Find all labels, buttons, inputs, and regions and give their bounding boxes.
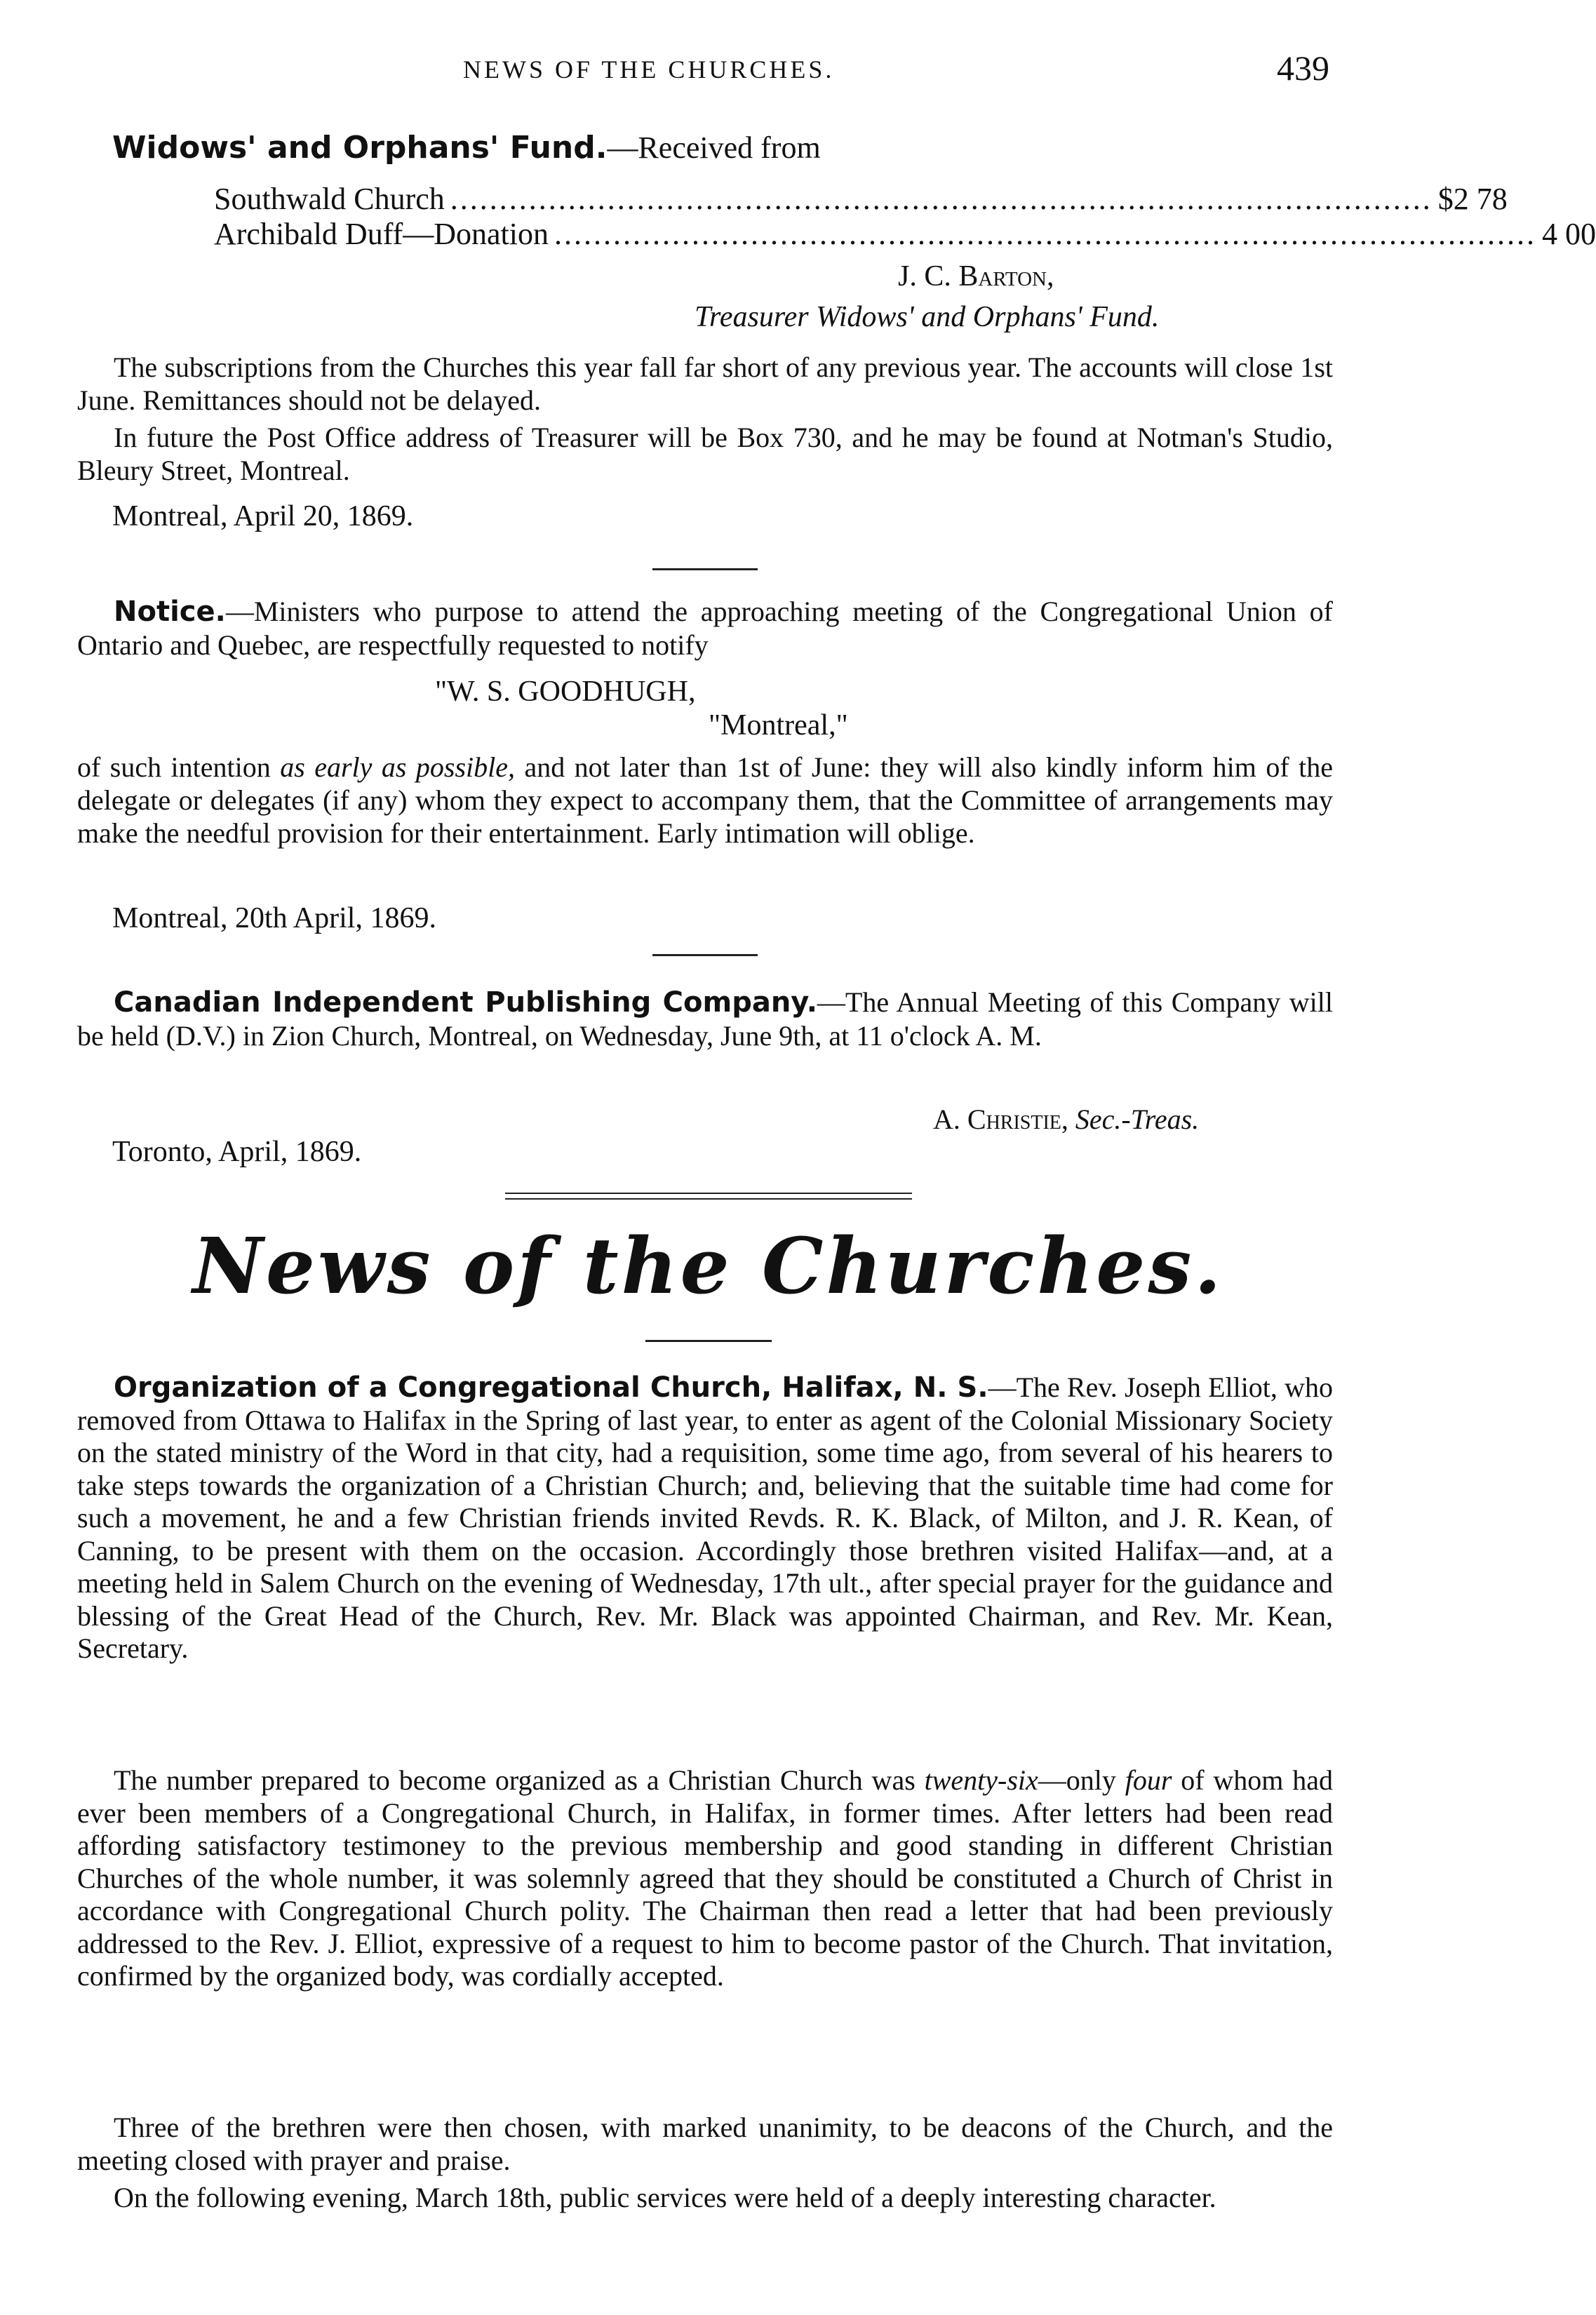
widows-fund-paragraph bbox=[77, 351, 1333, 417]
secretary-role: Sec.-Treas. bbox=[1075, 1103, 1200, 1135]
widows-fund-heading bbox=[112, 130, 821, 166]
notice-text: —Ministers who purpose to attend the approaching meeting of the Congregational Union of Ontario and Quebec, are respectfully requested to notify bbox=[77, 596, 1333, 661]
secretary-name: A. Christie, bbox=[933, 1103, 1068, 1135]
article-text: The number prepared to become organized as a Christian Church was bbox=[114, 1764, 925, 1796]
widows-fund-paragraph bbox=[77, 421, 1333, 487]
divider bbox=[652, 954, 758, 956]
ledger-row bbox=[214, 181, 1508, 217]
publishing-dateline: Toronto, April, 1869. bbox=[112, 1136, 362, 1168]
notice-text: and not later than 1st of June: they will also kindly inform him of the delegate or delegates (if any) whom they expect to accompany them, that the Committee of arrangements may make the needful provision for their entertainment. Early intimation will oblige. bbox=[77, 751, 1333, 849]
double-rule-bottom bbox=[505, 1198, 912, 1200]
leader-dots: .................................................................................................... bbox=[554, 217, 1536, 251]
page-number: 439 bbox=[1277, 48, 1329, 88]
article-headline: Organization of a Congregational Church, Halifax, N. S. bbox=[114, 1371, 988, 1404]
widows-fund-title: Widows' and Orphans' Fund. bbox=[112, 130, 608, 166]
section-title: News of the Churches. bbox=[192, 1221, 1224, 1311]
divider bbox=[645, 1340, 772, 1342]
notice-text: of such intention bbox=[77, 751, 281, 783]
article-emphasis: four bbox=[1125, 1764, 1172, 1796]
ledger-amount: $2 78 bbox=[1437, 182, 1508, 216]
ledger-name: Southwald Church bbox=[214, 182, 445, 216]
article-text: of whom had ever been members of a Congregational Church, in Halifax, in former times. After letters had been read affording satisfactory testimoney to the previous membership and good standing in different Christian Churches of the whole number, it was solemnly agreed that they should be constituted a Church of Christ in accordance with Congregational Church polity. The Chairman then read a letter that had been previously addressed to the Rev. J. Elliot, expressive of a request to him to become pastor of the Church. That invitation, confirmed by the organized body, was cordially accepted. bbox=[77, 1764, 1333, 1992]
notice-addressee: "W. S. GOODHUGH, bbox=[435, 676, 696, 708]
widows-fund-intro: —Received from bbox=[607, 130, 821, 165]
notice-emphasis: as early as possible, bbox=[280, 751, 515, 783]
double-rule-top bbox=[505, 1193, 912, 1194]
ledger-amount: 4 00 bbox=[1541, 217, 1596, 251]
leader-dots: .................................................................................................... bbox=[450, 182, 1433, 216]
article-text: —only bbox=[1038, 1764, 1125, 1796]
publishing-signature bbox=[933, 1103, 1199, 1136]
treasurer-name: J. C. Barton, bbox=[898, 260, 1054, 293]
article-text: On the following evening, March 18th, public services were held of a deeply interesting character. bbox=[114, 2182, 1216, 2213]
publishing-title: Canadian Independent Publishing Company. bbox=[114, 986, 817, 1019]
article-paragraph bbox=[77, 1764, 1333, 1993]
notice-dateline: Montreal, 20th April, 1869. bbox=[112, 902, 436, 934]
publishing-paragraph bbox=[77, 986, 1333, 1052]
paragraph-text: The subscriptions from the Churches this year fall far short of any previous year. The accounts will close 1st June. Remittances should not be delayed. bbox=[77, 351, 1333, 416]
ledger-row bbox=[214, 216, 1596, 252]
widows-fund-dateline: Montreal, April 20, 1869. bbox=[112, 500, 414, 532]
notice-title: Notice. bbox=[114, 596, 226, 628]
article-paragraph bbox=[77, 2182, 1333, 2215]
article-text: —The Rev. Joseph Elliot, who removed from Ottawa to Halifax in the Spring of last year, to enter as agent of the Colonial Missionary Society on the stated ministry of the Word in that city, had a requisition, some time ago, from several of his hearers to take steps towards the organization of a Christian Church; and, believing that the suitable time had come for such a movement, he and a few Christian friends invited Revds. R. K. Black, of Milton, and J. R. Kean, of Canning, to be present with them on the occasion. Accordingly those brethren visited Halifax—and, at a meeting held in Salem Church on the evening of Wednesday, 17th ult., after special prayer for the guidance and blessing of the Great Head of the Church, Rev. Mr. Black was appointed Chairman, and Rev. Mr. Kean, Secretary. bbox=[77, 1371, 1333, 1664]
article-text: Three of the brethren were then chosen, with marked unanimity, to be deacons of the Church, and the meeting closed with prayer and praise. bbox=[77, 2112, 1333, 2176]
paragraph-text: In future the Post Office address of Treasurer will be Box 730, and he may be found at Notman's Studio, Bleury Street, Montreal. bbox=[77, 422, 1333, 486]
running-title: NEWS OF THE CHURCHES. bbox=[463, 55, 835, 83]
article-emphasis: twenty-six bbox=[924, 1764, 1038, 1796]
treasurer-title: Treasurer Widows' and Orphans' Fund. bbox=[695, 301, 1160, 333]
article-paragraph bbox=[77, 2112, 1333, 2177]
article-paragraph bbox=[77, 1371, 1333, 1665]
ledger-name: Archibald Duff—Donation bbox=[214, 217, 549, 251]
notice-paragraph bbox=[77, 595, 1333, 662]
notice-paragraph bbox=[77, 751, 1333, 850]
publishing-text: —The Annual Meeting of this Company will be held (D.V.) in Zion Church, Montreal, on Wednesday, June 9th, at 11 o'clock A. M. bbox=[77, 986, 1333, 1052]
divider bbox=[652, 568, 758, 570]
notice-address-city: "Montreal," bbox=[709, 709, 848, 742]
